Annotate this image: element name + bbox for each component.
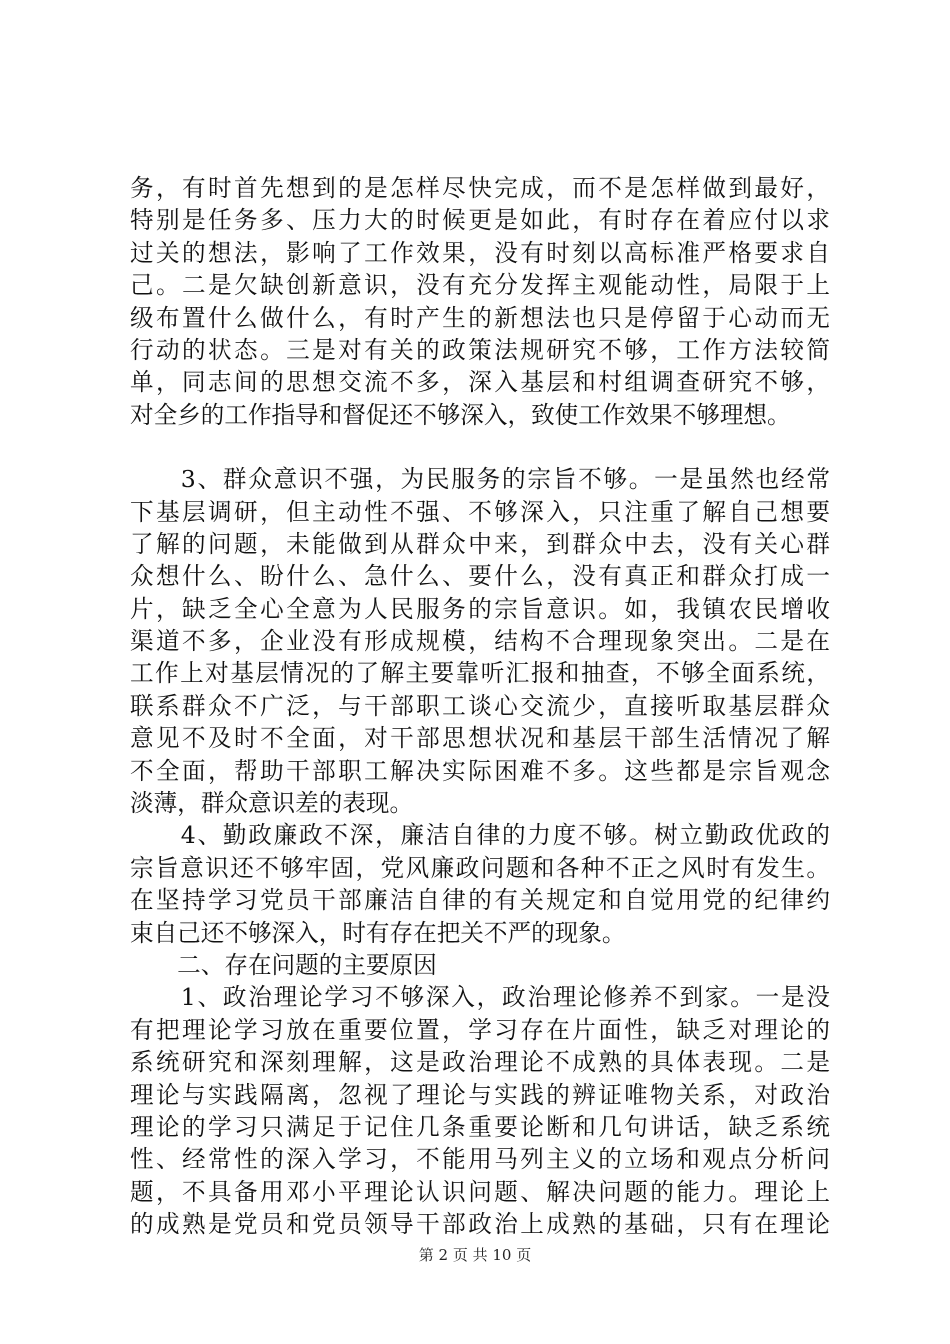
text-line: 系统研究和深刻理解，这是政治理论不成熟的具体表现。二是 xyxy=(130,1048,830,1077)
text-line: 意见不及时不全面，对干部思想状况和基层干部生活情况了解 xyxy=(130,724,830,753)
paragraph xyxy=(130,981,830,1240)
text-line: 淡薄，群众意识差的表现。 xyxy=(130,789,414,818)
text-line: 务，有时首先想到的是怎样尽快完成，而不是怎样做到最好， xyxy=(130,174,830,202)
paragraph xyxy=(130,172,830,431)
text-line: 特别是任务多、压力大的时候更是如此，有时存在着应付以求 xyxy=(130,206,830,235)
text-line: 性、经常性的深入学习，不能用马列主义的立场和观点分析问 xyxy=(130,1145,830,1174)
text-line: 下基层调研，但主动性不强、不够深入，只注重了解自己想要 xyxy=(130,497,830,526)
paragraph xyxy=(130,463,830,819)
text-line: 理论与实践隔离，忽视了理论与实践的辨证唯物关系，对政治 xyxy=(130,1080,830,1109)
paragraph xyxy=(130,949,830,981)
text-line: 有把理论学习放在重要位置，学习存在片面性，缺乏对理论的 xyxy=(130,1015,830,1044)
text-line: 的成熟是党员和党员领导干部政治上成熟的基础，只有在理论 xyxy=(130,1210,830,1239)
paragraph-gap xyxy=(130,431,830,463)
text-line: 理论的学习只满足于记住几条重要论断和几句讲话，缺乏系统 xyxy=(130,1112,830,1141)
text-line: 束自己还不够深入，时有存在把关不严的现象。 xyxy=(130,918,626,947)
text-line: 对全乡的工作指导和督促还不够深入，致使工作效果不够理想。 xyxy=(130,400,791,429)
text-line: 题，不具备用邓小平理论认识问题、解决问题的能力。理论上 xyxy=(130,1177,830,1206)
text-line: 联系群众不广泛，与干部职工谈心交流少，直接听取基层群众 xyxy=(130,691,830,720)
text-line: 宗旨意识还不够牢固，党风廉政问题和各种不正之风时有发生。 xyxy=(130,853,830,882)
text-line: 在坚持学习党员干部廉洁自律的有关规定和自觉用党的纪律约 xyxy=(130,886,830,915)
text-line: 级布置什么做什么，有时产生的新想法也只是停留于心动而无 xyxy=(130,303,830,332)
text-line: 4、勤政廉政不深，廉洁自律的力度不够。树立勤政优政的 xyxy=(130,821,830,850)
text-line: 1、政治理论学习不够深入，政治理论修养不到家。一是没 xyxy=(130,983,830,1012)
text-line: 不全面，帮助干部职工解决实际困难不多。这些都是宗旨观念 xyxy=(130,756,830,785)
text-line: 了解的问题，未能做到从群众中来，到群众中去，没有关心群 xyxy=(130,529,830,558)
text-line: 二、存在问题的主要原因 xyxy=(130,950,437,979)
text-line: 众想什么、盼什么、急什么、要什么，没有真正和群众打成一 xyxy=(130,562,830,591)
text-line: 过关的想法，影响了工作效果，没有时刻以高标准严格要求自 xyxy=(130,238,830,267)
paragraph xyxy=(130,819,830,949)
text-line: 行动的状态。三是对有关的政策法规研究不够，工作方法较简 xyxy=(130,335,830,364)
page-footer: 第 2 页 共 10 页 xyxy=(418,1246,532,1264)
text-line: 片，缺乏全心全意为人民服务的宗旨意识。如，我镇农民增收 xyxy=(130,594,830,623)
text-line: 己。二是欠缺创新意识，没有充分发挥主观能动性，局限于上 xyxy=(130,271,830,300)
text-line: 渠道不多，企业没有形成规模，结构不合理现象突出。二是在 xyxy=(130,627,830,656)
text-line: 3、群众意识不强，为民服务的宗旨不够。一是虽然也经常 xyxy=(130,465,830,494)
text-line: 工作上对基层情况的了解主要靠听汇报和抽查，不够全面系统， xyxy=(130,659,830,688)
document-body xyxy=(130,172,830,1241)
text-line: 单，同志间的思想交流不多，深入基层和村组调查研究不够， xyxy=(130,368,830,397)
